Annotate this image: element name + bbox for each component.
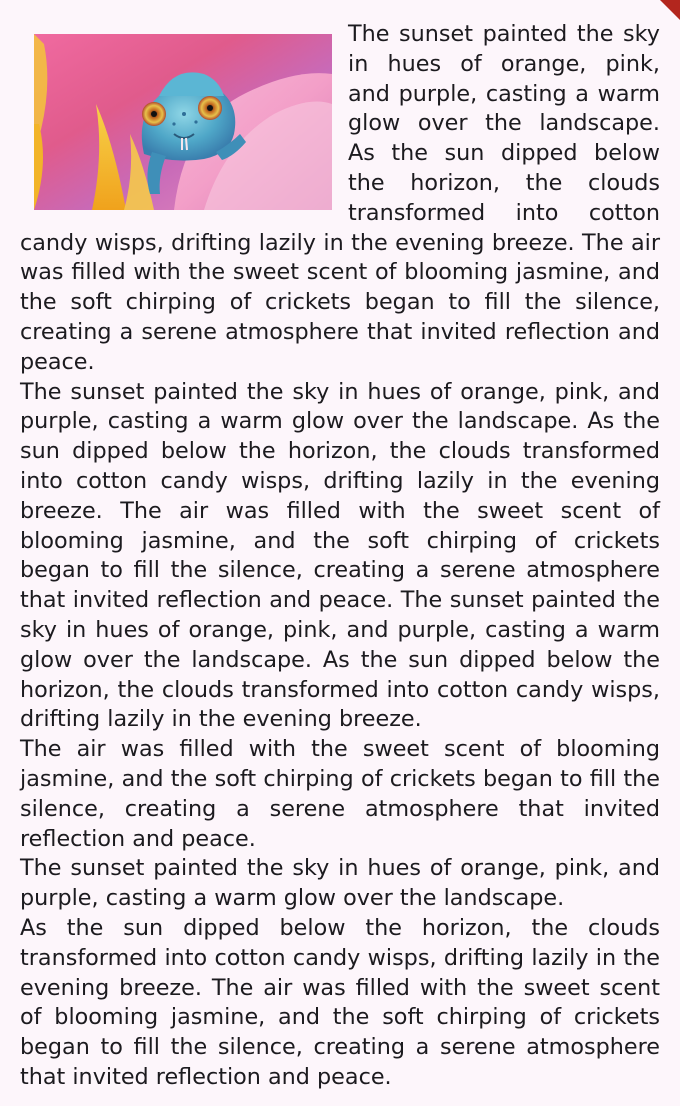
paragraph-5: As the sun dipped below the horizon, the clouds transformed into cotton candy wisps, drifting lazily in the evening breeze. The air was filled with the sweet scent of blooming jasmine, and the soft chirping of crickets began to fill the silence, creating a serene atmosphere that invited reflection and peace. [20, 914, 660, 1090]
debug-corner-ribbon [660, 0, 680, 20]
article-body [20, 20, 660, 1093]
paragraph-4: The sunset painted the sky in hues of orange, pink, and purple, casting a warm glow over the landscape. [20, 855, 660, 912]
chameleon-on-flower-image [34, 34, 332, 210]
paragraph-1: The sunset painted the sky in hues of orange, pink, and purple, casting a warm glow over the landscape. As the sun dipped below the horizon, the clouds transformed into cotton candy wisps, drifting lazily in the evening breeze. The air was filled with the sweet scent of blooming jasmine, and the soft chirping of crickets began to fill the silence, creating a serene atmosphere that invited reflection and peace. [20, 21, 660, 375]
paragraph-3: The air was filled with the sweet scent of blooming jasmine, and the soft chirping of crickets began to fill the silence, creating a serene atmosphere that invited reflection and peace. [20, 736, 660, 852]
paragraph-2: The sunset painted the sky in hues of orange, pink, and purple, casting a warm glow over the landscape. As the sun dipped below the horizon, the clouds transformed into cotton candy wisps, drifting lazily in the evening breeze. The air was filled with the sweet scent of blooming jasmine, and the soft chirping of crickets began to fill the silence, creating a serene atmosphere that invited reflection and peace. The sunset painted the sky in hues of orange, pink, and purple, casting a warm glow over the landscape. As the sun dipped below the horizon, the clouds transformed into cotton candy wisps, drifting lazily in the evening breeze. [20, 378, 660, 733]
